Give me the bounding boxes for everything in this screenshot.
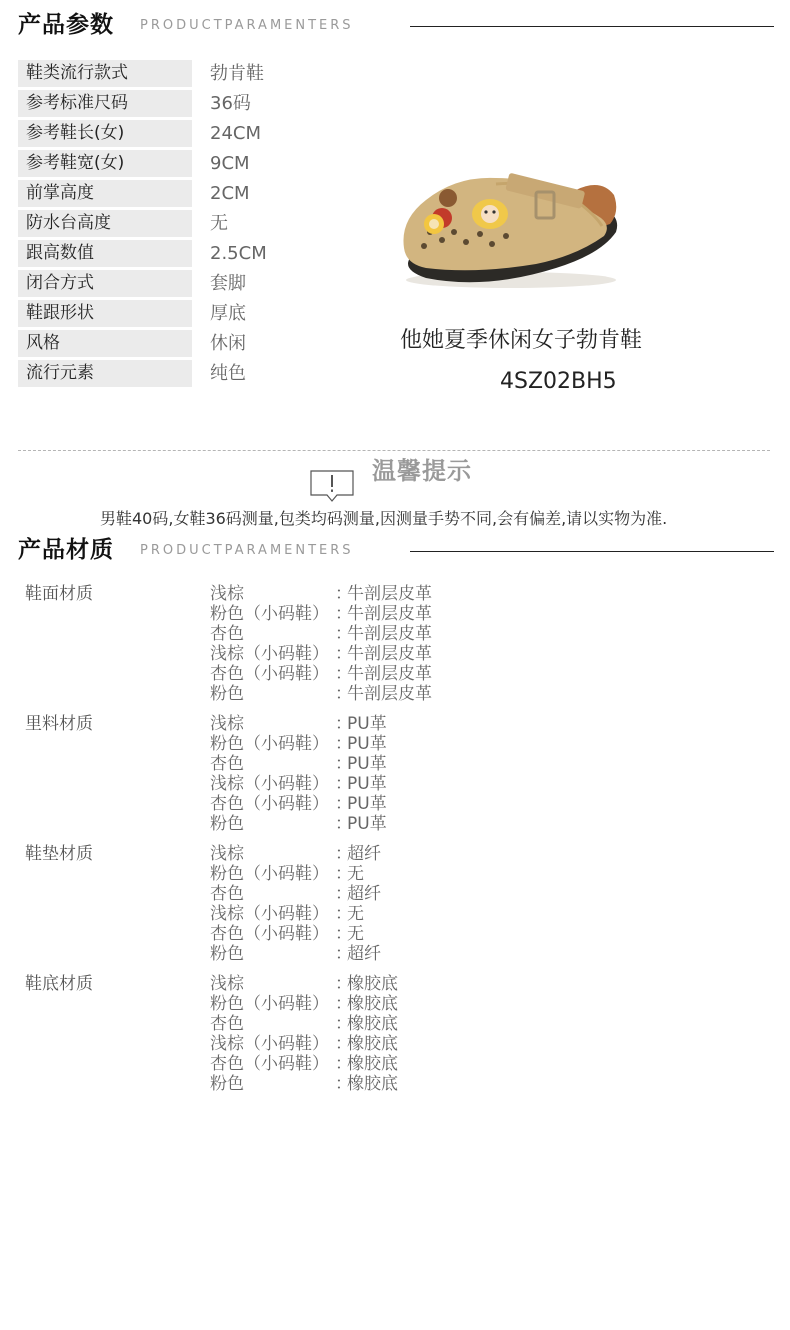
notice-title: 温馨提示	[372, 457, 472, 485]
product-name: 他她夏季休闲女子勃肯鞋	[400, 328, 643, 353]
material-color: 粉色	[210, 1074, 244, 1094]
material-value: 橡胶底	[347, 1034, 398, 1054]
material-item	[0, 974, 790, 994]
material-colon: ：	[335, 664, 352, 684]
param-label: 参考标准尺码	[18, 90, 192, 117]
material-item	[0, 904, 790, 924]
material-value: 无	[347, 924, 364, 944]
material-item	[0, 774, 790, 794]
material-value: 橡胶底	[347, 1014, 398, 1034]
material-colon: ：	[335, 1034, 352, 1054]
material-colon: ：	[335, 624, 352, 644]
material-colon: ：	[335, 1054, 352, 1074]
material-color: 杏色（小码鞋）	[210, 1054, 329, 1074]
materials-section-divider	[410, 551, 774, 552]
param-label: 风格	[18, 330, 192, 357]
material-value: PU革	[347, 814, 387, 834]
material-colon: ：	[335, 644, 352, 664]
material-colon: ：	[335, 684, 352, 704]
material-item	[0, 754, 790, 774]
params-section-divider	[410, 26, 774, 27]
material-item	[0, 714, 790, 734]
material-color: 粉色（小码鞋）	[210, 604, 329, 624]
material-colon: ：	[335, 584, 352, 604]
param-value: 套脚	[210, 273, 246, 294]
material-color: 粉色（小码鞋）	[210, 734, 329, 754]
material-colon: ：	[335, 884, 352, 904]
param-label: 参考鞋长(女)	[18, 120, 192, 147]
material-value: 超纤	[347, 944, 381, 964]
material-colon: ：	[335, 754, 352, 774]
params-section-header	[18, 10, 774, 40]
material-colon: ：	[335, 1074, 352, 1094]
material-colon: ：	[335, 714, 352, 734]
material-color: 浅棕	[210, 714, 244, 734]
material-value: 橡胶底	[347, 1054, 398, 1074]
material-item	[0, 924, 790, 944]
material-item	[0, 734, 790, 754]
param-value: 纯色	[210, 363, 246, 384]
material-group	[0, 974, 790, 1094]
material-color: 浅棕	[210, 974, 244, 994]
material-value: 牛剖层皮革	[347, 584, 432, 604]
material-item	[0, 664, 790, 684]
material-color: 粉色	[210, 814, 244, 834]
material-item	[0, 684, 790, 704]
material-value: 牛剖层皮革	[347, 604, 432, 624]
material-value: 牛剖层皮革	[347, 644, 432, 664]
material-group	[0, 584, 790, 704]
material-item	[0, 1014, 790, 1034]
param-label: 跟高数值	[18, 240, 192, 267]
material-group	[0, 714, 790, 834]
material-value: 牛剖层皮革	[347, 664, 432, 684]
material-item	[0, 1074, 790, 1094]
params-section-subtitle: PRODUCTPARAMENTERS	[140, 18, 354, 33]
material-item	[0, 604, 790, 624]
material-value: PU革	[347, 754, 387, 774]
material-item	[0, 994, 790, 1014]
materials-section-header	[18, 535, 774, 565]
param-value: 9CM	[210, 153, 250, 174]
param-value: 无	[210, 213, 228, 234]
material-value: 超纤	[347, 844, 381, 864]
material-colon: ：	[335, 994, 352, 1014]
material-colon: ：	[335, 604, 352, 624]
material-color: 浅棕（小码鞋）	[210, 774, 329, 794]
material-colon: ：	[335, 904, 352, 924]
material-item	[0, 1034, 790, 1054]
product-image	[396, 140, 626, 300]
materials-section-title: 产品材质	[18, 537, 114, 563]
material-category: 鞋底材质	[25, 974, 93, 994]
param-value: 36码	[210, 93, 251, 114]
material-color: 杏色	[210, 884, 244, 904]
params-section-title: 产品参数	[18, 12, 114, 38]
material-value: 橡胶底	[347, 994, 398, 1014]
material-color: 粉色（小码鞋）	[210, 864, 329, 884]
material-value: PU革	[347, 794, 387, 814]
param-value: 厚底	[210, 303, 246, 324]
material-colon: ：	[335, 974, 352, 994]
material-group	[0, 844, 790, 964]
material-color: 粉色	[210, 684, 244, 704]
material-color: 浅棕（小码鞋）	[210, 1034, 329, 1054]
param-value: 2.5CM	[210, 243, 267, 264]
material-item	[0, 844, 790, 864]
material-item	[0, 1054, 790, 1074]
material-colon: ：	[335, 864, 352, 884]
material-item	[0, 584, 790, 604]
exclamation-bubble-icon	[310, 470, 354, 502]
dashed-divider	[18, 450, 770, 451]
material-item	[0, 644, 790, 664]
material-item	[0, 884, 790, 904]
material-colon: ：	[335, 944, 352, 964]
param-value: 休闲	[210, 333, 246, 354]
material-colon: ：	[335, 774, 352, 794]
material-value: PU革	[347, 774, 387, 794]
notice-text: 男鞋40码,女鞋36码测量,包类均码测量,因测量手势不同,会有偏差,请以实物为准.	[100, 509, 668, 528]
param-value: 24CM	[210, 123, 262, 144]
material-value: 橡胶底	[347, 974, 398, 994]
material-color: 浅棕（小码鞋）	[210, 644, 329, 664]
material-value: 无	[347, 904, 364, 924]
material-value: 橡胶底	[347, 1074, 398, 1094]
material-color: 杏色（小码鞋）	[210, 924, 329, 944]
param-label: 闭合方式	[18, 270, 192, 297]
material-value: 牛剖层皮革	[347, 684, 432, 704]
material-item	[0, 814, 790, 834]
material-colon: ：	[335, 734, 352, 754]
material-color: 粉色（小码鞋）	[210, 994, 329, 1014]
material-color: 粉色	[210, 944, 244, 964]
param-value: 勃肯鞋	[210, 63, 264, 84]
material-colon: ：	[335, 794, 352, 814]
material-color: 杏色	[210, 754, 244, 774]
material-item	[0, 944, 790, 964]
material-color: 杏色（小码鞋）	[210, 664, 329, 684]
param-label: 防水台高度	[18, 210, 192, 237]
material-colon: ：	[335, 814, 352, 834]
material-category: 鞋垫材质	[25, 844, 93, 864]
materials-list	[0, 584, 790, 1104]
param-value: 2CM	[210, 183, 250, 204]
material-value: PU革	[347, 714, 387, 734]
material-category: 里料材质	[25, 714, 93, 734]
param-label: 鞋类流行款式	[18, 60, 192, 87]
material-colon: ：	[335, 924, 352, 944]
param-label: 鞋跟形状	[18, 300, 192, 327]
material-color: 杏色	[210, 624, 244, 644]
material-color: 浅棕	[210, 844, 244, 864]
product-code: 4SZ02BH5	[500, 369, 617, 394]
material-item	[0, 624, 790, 644]
material-value: 超纤	[347, 884, 381, 904]
material-color: 杏色（小码鞋）	[210, 794, 329, 814]
material-value: PU革	[347, 734, 387, 754]
material-color: 浅棕（小码鞋）	[210, 904, 329, 924]
materials-section-subtitle: PRODUCTPARAMENTERS	[140, 543, 354, 558]
material-colon: ：	[335, 1014, 352, 1034]
material-color: 浅棕	[210, 584, 244, 604]
material-category: 鞋面材质	[25, 584, 93, 604]
material-item	[0, 864, 790, 884]
material-color: 杏色	[210, 1014, 244, 1034]
param-label: 参考鞋宽(女)	[18, 150, 192, 177]
material-colon: ：	[335, 844, 352, 864]
material-value: 无	[347, 864, 364, 884]
material-value: 牛剖层皮革	[347, 624, 432, 644]
param-label: 流行元素	[18, 360, 192, 387]
material-item	[0, 794, 790, 814]
param-label: 前掌高度	[18, 180, 192, 207]
